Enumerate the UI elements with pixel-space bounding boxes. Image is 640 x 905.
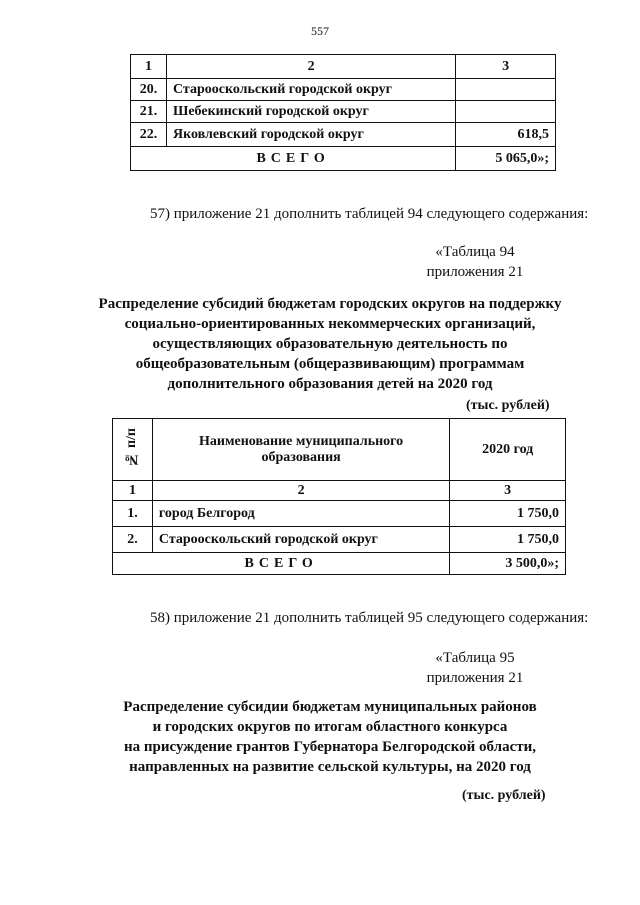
table-95-heading bbox=[80, 697, 580, 777]
units-label: (тыс. рублей) bbox=[466, 398, 550, 413]
row-number: 22. bbox=[131, 123, 167, 147]
table-row bbox=[131, 123, 556, 147]
total-row bbox=[131, 147, 556, 171]
municipality-name: Старооскольский городской округ bbox=[166, 79, 455, 101]
heading-line: общеобразовательным (общеразвивающим) программам bbox=[135, 356, 525, 372]
municipality-name: Шебекинский городской округ bbox=[166, 101, 455, 123]
table-94-heading bbox=[80, 294, 580, 394]
municipality-name: Старооскольский городской округ bbox=[152, 527, 449, 553]
heading-line: направленных на развитие сельской культуры, на 2020 год bbox=[129, 759, 531, 775]
item-57-text: 57) приложение 21 дополнить таблицей 94 следующего содержания: bbox=[150, 206, 589, 222]
header-cell: 3 bbox=[456, 55, 556, 79]
table-header-row bbox=[131, 55, 556, 79]
amount: 1 750,0 bbox=[450, 501, 566, 527]
col-name-header: Наименование муниципального образования bbox=[152, 419, 449, 481]
item-58-text: 58) приложение 21 дополнить таблицей 95 следующего содержания: bbox=[150, 610, 589, 626]
table-95-reference bbox=[390, 648, 560, 688]
row-number: 1. bbox=[113, 501, 153, 527]
total-label: ВСЕГО bbox=[131, 147, 456, 171]
table-95-appendix: приложения 21 bbox=[426, 670, 524, 686]
amount: 618,5 bbox=[456, 123, 556, 147]
row-number: 20. bbox=[131, 79, 167, 101]
amount bbox=[456, 79, 556, 101]
page-number: 557 bbox=[311, 24, 329, 38]
total-row bbox=[113, 553, 566, 575]
total-amount: 5 065,0»; bbox=[456, 147, 556, 171]
header-cell: 1 bbox=[131, 55, 167, 79]
heading-line: Распределение субсидий бюджетам городских округов на поддержку bbox=[98, 296, 562, 312]
index-row bbox=[113, 481, 566, 501]
heading-line: и городских округов по итогам областного конкурса bbox=[152, 719, 508, 735]
heading-line: Распределение субсидии бюджетам муниципальных районов bbox=[123, 699, 537, 715]
total-label: ВСЕГО bbox=[113, 553, 450, 575]
total-amount: 3 500,0»; bbox=[450, 553, 566, 575]
table-row bbox=[113, 501, 566, 527]
index-cell: 1 bbox=[113, 481, 153, 501]
row-number: 21. bbox=[131, 101, 167, 123]
heading-line: осуществляющих образовательную деятельность по bbox=[152, 336, 508, 352]
amount: 1 750,0 bbox=[450, 527, 566, 553]
table-row bbox=[113, 527, 566, 553]
amount bbox=[456, 101, 556, 123]
municipality-name: город Белгород bbox=[152, 501, 449, 527]
col-number-header: № п/п bbox=[113, 419, 153, 481]
table-row bbox=[131, 101, 556, 123]
table-header-row bbox=[113, 419, 566, 481]
heading-line: дополнительного образования детей на 2020 год bbox=[167, 376, 493, 392]
table-94-title: «Таблица 94 bbox=[435, 244, 515, 260]
index-cell: 2 bbox=[152, 481, 449, 501]
table-94 bbox=[112, 418, 566, 575]
table-94-reference bbox=[390, 242, 560, 282]
table-95-title: «Таблица 95 bbox=[435, 650, 515, 666]
table-row bbox=[131, 79, 556, 101]
heading-line: социально-ориентированных некоммерческих организаций, bbox=[124, 316, 536, 332]
header-cell: 2 bbox=[166, 55, 455, 79]
heading-line: на присуждение грантов Губернатора Белгородской области, bbox=[123, 739, 537, 755]
table-94-appendix: приложения 21 bbox=[426, 264, 524, 280]
units-label: (тыс. рублей) bbox=[462, 788, 546, 803]
table-continuation bbox=[130, 54, 556, 171]
row-number: 2. bbox=[113, 527, 153, 553]
index-cell: 3 bbox=[450, 481, 566, 501]
col-year-header: 2020 год bbox=[450, 419, 566, 481]
municipality-name: Яковлевский городской округ bbox=[166, 123, 455, 147]
